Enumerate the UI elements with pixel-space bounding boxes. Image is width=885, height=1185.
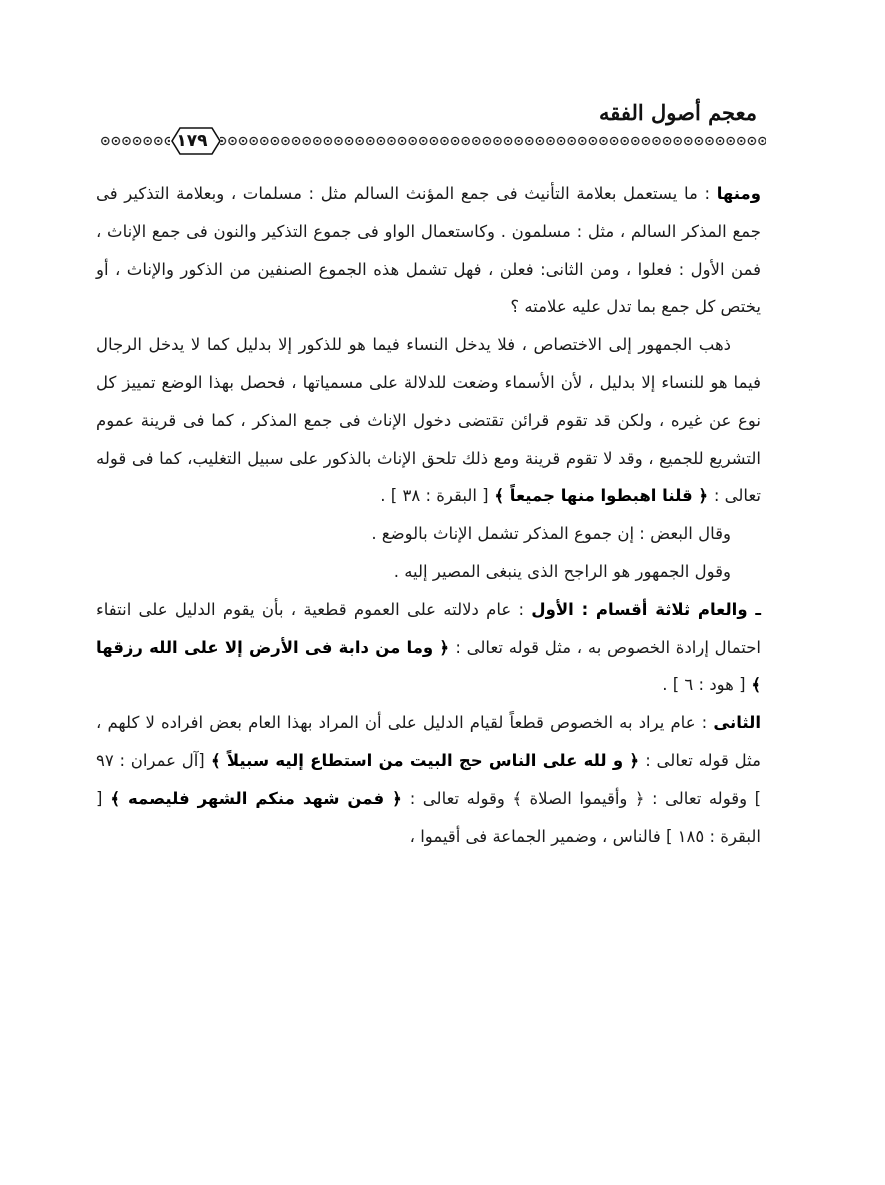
paragraph-text: : عام دلالته على العموم قطعية ، بأن يقوم الدليل على انتفاء احتمال إرادة الخصوص به ، مثل قوله تعالى : bbox=[96, 599, 761, 657]
page-number: ١٧٩ bbox=[176, 131, 208, 151]
paragraph-6 bbox=[96, 704, 761, 855]
quran-verse: فمن شهد منكم الشهر فليصمه bbox=[128, 788, 385, 808]
verse-reference: [آل عمران : ٩٧ ] bbox=[96, 750, 761, 808]
paragraph-text: وقوله تعالى : bbox=[409, 788, 513, 808]
body-text bbox=[96, 175, 761, 855]
verse-close-bracket: ﴾ bbox=[102, 788, 129, 808]
paragraph-1 bbox=[96, 175, 761, 326]
verse-close-bracket: ﴾ bbox=[204, 750, 227, 770]
quran-verse: قلنا اهبطوا منها جميعاً bbox=[509, 486, 693, 506]
running-title: معجم أصول الفقه bbox=[598, 100, 757, 125]
verse-close-bracket: ﴾ bbox=[745, 675, 761, 695]
paragraph-text: ذهب الجمهور إلى الاختصاص ، فلا يدخل النساء فيما هو للذكور إلا بدليل كما لا يدخل الرجال فيما هو للنساء إلا بدليل ، لأن الأسماء وضعت للدلالة على مسمياتها ، فحصل بهذا الوضع تمييز كل نوع عن غيره ، ولكن قد تقوم قرائن تقتضى دخول الإناث فى جمع المذكر ، كما فى قرينة عموم التشريع للجميع ، وقد لا تقوم قرينة ومع ذلك تلحق الإناث بالذكور على سبيل التغليب، كما فى قوله تعالى : bbox=[96, 335, 761, 506]
verse-close-bracket: ﴾ bbox=[488, 486, 510, 506]
quran-verse: وما من دابة فى الأرض إلا على الله رزقها bbox=[96, 637, 434, 657]
verse-open-bracket: ﴿ bbox=[692, 486, 714, 506]
paragraph-text: : ما يستعمل بعلامة التأنيث فى جمع المؤنث السالم مثل : مسلمات ، وبعلامة التذكير فى جمع المذكر السالم ، مثل : مسلمون . وكاستعمال الواو فى جموع التذكير والنون فى جمع الإناث ، فمن الأول : فعلوا ، ومن الثانى: فعلن ، فهل تشمل هذه الجموع الصنفين من الذكور والإناث ، أو يختص كل جمع بما تدل عليه علامته ؟ bbox=[96, 184, 761, 317]
verse-reference: [ البقرة : ١٨٥ ] bbox=[96, 788, 761, 846]
verse-open-bracket: ﴿ bbox=[433, 637, 456, 657]
lead-word: والعام ثلاثة أقسام : الأول bbox=[531, 599, 748, 619]
verse-reference: [ هود : ٦ ] . bbox=[662, 675, 746, 695]
paragraph-text: وقال البعض : إن جموع المذكر تشمل الإناث بالوضع . bbox=[371, 524, 731, 544]
paragraph-4 bbox=[96, 553, 761, 591]
verse-open-bracket: ﴿ bbox=[623, 750, 646, 770]
quran-verse: و لله على الناس حج البيت من استطاع إليه سبيلاً bbox=[226, 750, 624, 770]
paragraph-text: وقوله تعالى : bbox=[644, 788, 755, 808]
paragraph-text: : عام يراد به الخصوص قطعاً لقيام الدليل على أن المراد بهذا العام بعض افراده لا كلهم ، مثل قوله تعالى : bbox=[96, 713, 761, 770]
paragraph-text: وقول الجمهور هو الراجح الذى ينبغى المصير إليه . bbox=[393, 561, 731, 581]
paragraph-2 bbox=[96, 326, 761, 515]
paragraph-3 bbox=[96, 515, 761, 553]
lead-word: ومنها bbox=[716, 184, 761, 203]
verse-reference: [ البقرة : ٣٨ ] . bbox=[380, 486, 489, 506]
dash-marker: ـ bbox=[747, 599, 762, 619]
paragraph-text: فالناس ، وضمير الجماعة فى أقيموا ، bbox=[409, 826, 666, 846]
quran-verse: ﴿ وأقيموا الصلاة ﴾ bbox=[512, 788, 645, 808]
lead-word: الثانى bbox=[713, 713, 761, 733]
verse-open-bracket: ﴿ bbox=[384, 788, 410, 808]
paragraph-5 bbox=[96, 591, 761, 704]
